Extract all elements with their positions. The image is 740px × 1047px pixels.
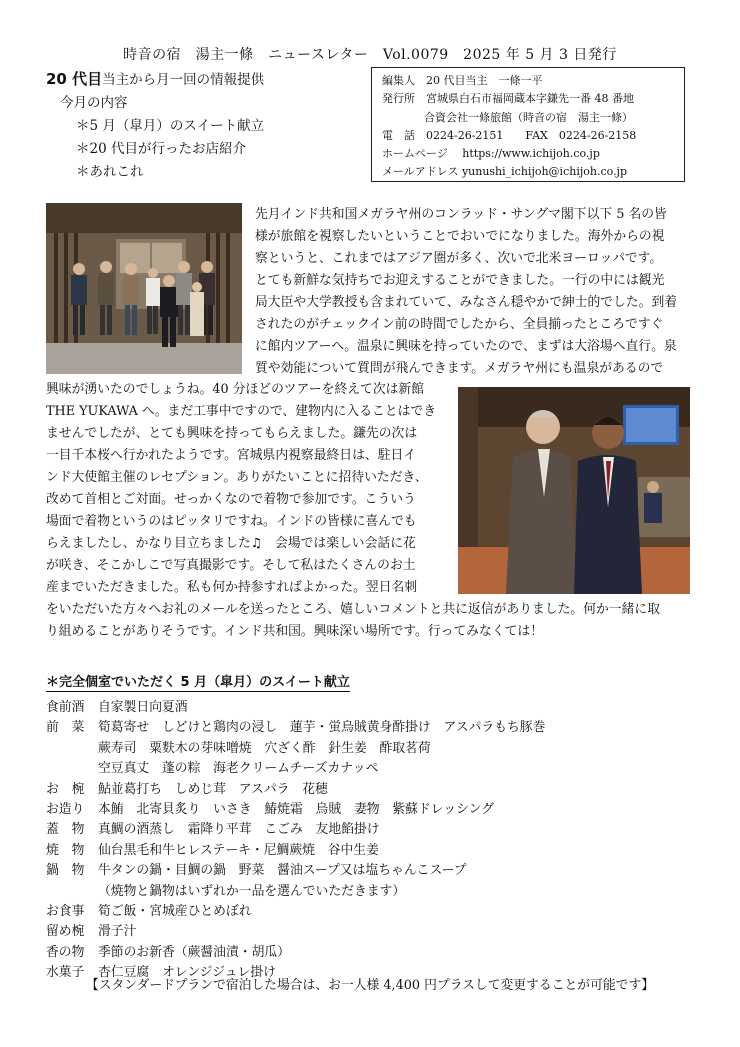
course-menu [46,698,706,984]
menu-dishes: 牛タンの鍋・目鯛の鍋 野菜 醤油スープ又は塩ちゃんこスープ [98,863,467,879]
menu-note: （焼物と鍋物はいずれか一品を選んでいただきます） [98,883,406,899]
article-line: 局大臣や大学教授も含まれていて、みなさん穏やかで紳士的でした。到着 [255,295,678,310]
editor-line: 編集人 20 代目当主 一條一平 [382,74,543,87]
newsletter-title: 時音の宿 湯主一條 ニュースレター Vol.0079 2025 年 5 月 3 日発行 [123,47,617,63]
reception-photo [458,387,690,594]
menu-dishes: 仙台黒毛和牛ヒレステーキ・尼鯛蕨焼 谷中生姜 [98,842,379,858]
menu-row [46,759,706,779]
article-line: 改めて首相とご対面。せっかくなので着物で参加です。こういう [46,492,416,507]
menu-row [46,943,706,963]
menu-category: お食事 [46,904,85,920]
plan-upgrade-note: 【スタンダードプランで宿泊した場合は、お一人様 4,400 円プラスして変更することが可能です】 [85,978,655,993]
article-line: されたのがチェックイン前の時間でしたから、全員揃ったところですぐ [255,317,664,332]
menu-dishes: 杏仁豆腐 オレンジジュレ掛け [98,965,276,981]
menu-dishes: 季節のお新香（蕨醤油漬・胡瓜） [98,944,290,960]
menu-row [46,820,706,840]
article-line: 興味が湧いたのでしょうね。40 分ほどのツアーを終えて次は新館 [46,382,425,397]
menu-dishes: 蕨寿司 粟麩木の芽味噌焼 穴ざく酢 針生姜 酢取茗荷 [98,740,431,756]
article-line: り組めることがありそうです。インド共和国。興味深い場所です。行ってみなくては！ [46,624,544,639]
article-line: とても新鮮な気持ちでお迎えすることができました。一行の中には観光 [255,273,665,288]
editor-line: 発行所 宮城県白石市福岡蔵本字鎌先一番 48 番地 [382,92,634,106]
menu-row [46,718,706,738]
article-line: THE YUKAWA へ。まだ工事中ですので、建物内に入ることはでき [46,404,436,419]
article-line: 先月インド共和国メガラヤ州のコンラッド・サングマ閣下以下 5 名の皆 [255,207,667,222]
menu-dishes: 滑子汁 [98,924,137,940]
menu-category [46,739,98,759]
menu-category: お造り [46,802,85,818]
email-line: メールアドレス yunushi_ichijoh@ichijoh.co.jp [382,165,627,179]
article-line: ませんでしたが、とても興味を持ってもらえました。鎌先の次は [46,426,418,441]
menu-category: 前 菜 [46,720,85,736]
newsletter-header [0,44,740,64]
article-block-1 [255,204,697,380]
menu-category [46,759,98,779]
menu-dishes: 空豆真丈 蓬の粽 海老クリームチーズカナッペ [98,761,379,777]
menu-category [46,882,98,902]
menu-row [46,739,706,759]
article-line: ンド大使館主催のレセプション。ありがたいことに招待いただき、 [46,470,428,485]
menu-category: お 椀 [46,781,85,797]
article-line: 産までいただきました。私も何か持参すればよかった。翌日名刺 [46,580,418,595]
menu-row [46,861,706,881]
article-line: 様が旅館を視察したいということでおいでになりました。海外からの視 [255,229,665,244]
article-line: らえましたし、かなり目立ちました♫ 会場では楽しい会話に花 [46,536,416,551]
menu-note-row [46,882,706,902]
menu-row [46,902,706,922]
menu-dishes: 真鯛の酒蒸し 霜降り平茸 こごみ 友地餡掛け [98,822,380,838]
article-line: が咲き、そこかしこで写真撮影です。そして私はたくさんのお土 [46,558,416,573]
generation-label: 20 代目 [46,70,103,88]
article-block-3 [46,599,698,643]
contents-item: ＊あれこれ [76,164,144,180]
contents-item: ＊5 月（皐月）のスイート献立 [76,118,265,134]
menu-category: 蓋 物 [46,822,85,838]
contents-item: ＊20 代目が行ったお店紹介 [76,141,246,157]
article-line: 質や効能について質問が飛んできます。メガラヤ州にも温泉があるので [255,361,664,376]
menu-row [46,800,706,820]
menu-category: 食前酒 [46,700,85,715]
article-block-2 [46,379,448,599]
article-line: をいただいた方々へお礼のメールを送ったところ、嬉しいコメントと共に返信がありました。何か一緒に取 [46,602,660,617]
article-line: 一目千本桜へ行かれたようです。宮城県内視察最終日は、駐日イ [46,448,417,463]
menu-dishes: 鮎並葛打ち しめじ茸 アスパラ 花穂 [98,781,328,797]
menu-category: 香の物 [46,944,85,960]
menu-dishes: 筍葛寄せ しどけと鶏肉の浸し 蓮芋・蛍烏賊黄身酢掛け アスパラもち豚巻 [98,720,546,736]
editor-line: 合資会社一條旅館（時音の宿 湯主一條） [424,110,633,124]
menu-category: 焼 物 [46,842,85,858]
menu-category: 留め椀 [46,924,85,940]
article-line: 察というと、これまではアジア圏が多く、次いで北米ヨーロッパです。 [255,251,663,266]
menu-dishes: 自家製日向夏酒 [98,700,188,715]
menu-dishes: 筍ご飯・宮城産ひとめぼれ [98,904,252,920]
menu-dishes: 本鮪 北寄貝炙り いさき 鰆焼霜 烏賊 妻物 紫蘇ドレッシング [98,802,494,818]
intro-section [46,68,366,184]
menu-row [46,780,706,800]
menu-category: 水菓子 [46,965,85,981]
group-photo [46,203,242,374]
editor-info-box [371,67,685,182]
intro-lead: 当主から月一回の情報提供 [102,72,265,88]
menu-section-title: ＊完全個室でいただく 5 月（皐月）のスイート献立 [46,671,350,692]
editor-line: 電 話 0224-26-2151 FAX 0224-26-2158 [382,128,637,142]
intro-lead-line [46,68,366,92]
menu-row [46,841,706,861]
menu-row [46,922,706,942]
website-line: ホームページ https://www.ichijoh.co.jp [382,147,600,161]
menu-category: 鍋 物 [46,863,85,879]
contents-label: 今月の内容 [60,95,128,111]
article-line: に館内ツアーへ。温泉に興味を持っていたので、まずは大浴場へ直行。泉 [255,339,677,354]
article-line: 場面で着物というのはピッタリですね。インドの皆様に喜んでも [46,514,417,529]
menu-row [46,698,706,718]
